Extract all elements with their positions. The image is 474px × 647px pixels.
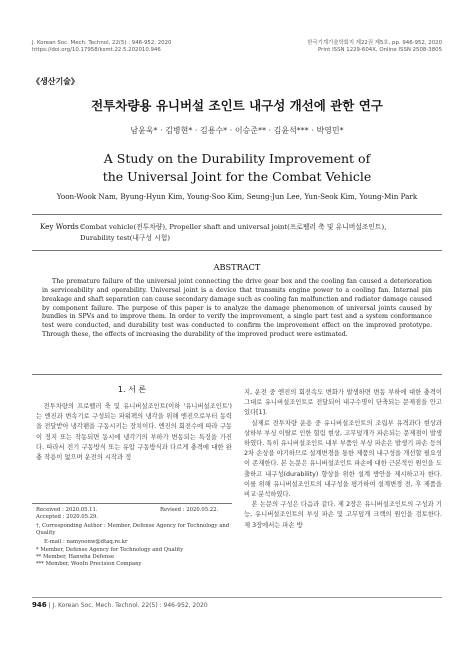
page-number: 946 [32, 601, 47, 609]
issn-info: Print ISSN 1229-604X, Online ISSN 2508-3805 [317, 47, 442, 53]
english-authors: Yoon-Wook Nam, Byung-Hyun Kim, Young-Soo Kim, Seung-Jun Lee, Yun-Seok Kim, Young-Min Park [56, 192, 418, 201]
right-column [244, 388, 442, 531]
keywords-label: Key Words : [40, 222, 84, 231]
korean-authors: 남윤욱* · 김병현* · 김용수* · 이승준** · 김윤석*** · 박영민* [130, 126, 344, 135]
revised-date: Revised : 2020.05.22. [160, 507, 219, 513]
english-title-line2: the Universal Joint for the Combat Vehicle [102, 169, 372, 184]
right-paragraph-1: 지, 운전 중 엔진의 회전속도 변화가 발생하면 변동 부하에 대한 충격이 그대로 유니버설조인트로 전달되어 내구수명이 단축되는 문제점을 안고 있다[1]. [244, 389, 442, 417]
korean-title: 전투차량용 유니버설 조인트 내구성 개선에 관한 연구 [91, 98, 383, 113]
corresponding-author: †, Corresponding Author : Member, Defense Agency for Technology and Quality [36, 523, 230, 537]
affiliation-1: * Member, Defense Agency for Technology and Quality [36, 547, 184, 553]
author-email[interactable]: E-mail : namyoonw@dtaq.re.kr [44, 539, 128, 545]
english-title-line1: A Study on the Durability Improvement of [103, 151, 371, 166]
left-column [36, 402, 232, 463]
keywords-line1: Combat vehicle(전투차량), Propeller shaft and universal joint(프로펠러 축 및 유니버설조인트), [80, 223, 387, 231]
section-tag: 《생산기술》 [32, 77, 79, 86]
doi-link[interactable]: https://doi.org/10.17958/ksmt.22.5.202010.946 [32, 47, 161, 53]
abstract-title: ABSTRACT [213, 262, 261, 272]
accepted-date: Accepted : 2020.05.29. [36, 514, 99, 520]
footer-divider [32, 597, 442, 598]
received-date: Received : 2020.05.11. [36, 507, 98, 513]
divider-abstract [32, 374, 442, 375]
right-paragraph-3: 본 논문의 구성은 다음과 같다. 제 2장은 유니버설조인트의 구성과 기능, 유니버설조인트의 부싱 파손 및 고무덮개 크랙의 원인을 검토한다. 제 3장에서는 파손 방 [244, 501, 442, 529]
abstract-text [42, 278, 432, 340]
journal-citation: J. Korean Soc. Mech. Technol, 22(5) : 946-952, 2020 [32, 40, 172, 46]
journal-header-left [32, 40, 171, 54]
abstract-body: The premature failure of the universal joint connecting the drive gear box and the cooling fan caused a deterioration in serviceability and operability. Universal joint is a device that transmits engine power to a cooling fan. Internal pin breakage and shaft separation can cause secondary damage such as cooling fan malfunction and radiator damage caused by component failure. The purpose of this paper is to analyze the damage phenomenon of universal joints caused by bundles in SPVs and to improve them. In order to verify the improvement, a single part test and a system conformance test were conducted, and durability test was conducted to confirm the improvement effect on the improved prototype. Through these, the effects of increasing the durability of the improved product were estimated. [42, 278, 432, 339]
journal-header-right [307, 40, 442, 54]
affiliation-3: *** Member, WooIn Precision Company [36, 561, 142, 567]
footer-citation: | J. Korean Soc. Mech. Technol. 22(5) : 946-952, 2020 [46, 602, 208, 609]
affiliation-2: ** Member, Hanwha Defense [36, 554, 115, 560]
right-paragraph-2: 실제로 전투차량 운용 중 유니버설조인트의 조립부 유격과다 현상과 상하부 부싱 이탈로 인한 헐림 현상, 고무덮개가 파손되는 문제점이 발생하였다. 특히 유니버설조인트 내부 부품인 부싱 파손은 발생기 파손 등의 2차 손상을 야기하므로 설계변경을 통한 제품의 내구성을 개선할 필요성이 존재한다. 본 논문은 유니버설조인트 파손에 대한 근본적인 원인을 도출하고 내구성(durability) 향상을 위한 설계 방안을 제시하고자 한다. 이를 위해 유니버설조인트의 내구성을 평가하여 설계변경 전, 후 제품을 비교·분석하였다. [244, 419, 442, 499]
divider-keywords [32, 250, 442, 251]
section-heading-introduction: 1. 서 론 [117, 385, 147, 394]
intro-paragraph: 전투차량의 프로펠러 축 및 유니버설조인트(이하 '유니버설조인트')는 엔진과 변속기로 구성되는 파워팩의 냉각을 위해 엔진으로부터 동력을 전달받아 냉각팬을 구동시키는 장치이다. 엔진의 회전수에 따라 구동이 정지 또는 작동되면 동시에 냉각기의 부하가 변동되는 특징을 가진다. 따라서 전기 구동방식 또는 유압 구동방식과 다르게 충격에 대한 완충 작용이 없으며 운전의 시작과 정 [36, 403, 232, 462]
english-title [0, 150, 474, 186]
page-footer [32, 601, 208, 609]
footnote-divider [32, 503, 232, 504]
keywords-line2: Durability test(내구성 시험) [80, 234, 170, 242]
divider-top [32, 214, 442, 215]
journal-citation-ko: 한국기계기술학회지 제22권 제5호, pp. 946-952, 2020 [307, 40, 442, 46]
keywords-text [80, 222, 440, 244]
